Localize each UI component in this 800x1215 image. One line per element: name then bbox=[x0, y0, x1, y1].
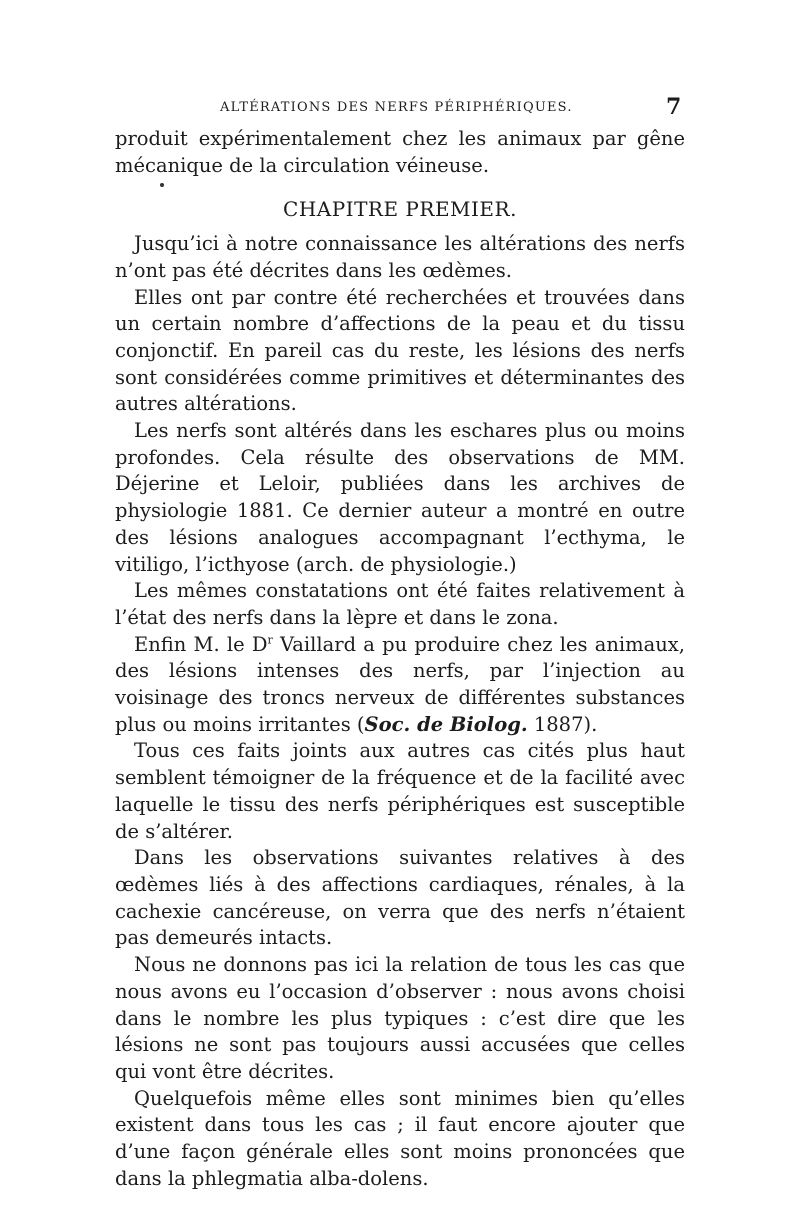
chapter-heading: CHAPITRE PREMIER. bbox=[283, 197, 517, 222]
paragraph-5-part-3: 1887). bbox=[527, 712, 598, 736]
paragraph-8: Nous ne donnons pas ici la relation de tous les cas que nous avons eu l’occasion d’observer : nous avons choisi dans le nombre les plus typiques : c’est dire que les lésions ne sont pas toujours aussi accusées que celles qui vont être décrites. bbox=[115, 953, 685, 1083]
paragraph-2: Elles ont par contre été recherchées et trouvées dans un certain nombre d’affections de la peau et du tissu conjonctif. En pareil cas du reste, les lésions des nerfs sont considérées comme primitives et déterminantes des autres altérations. bbox=[115, 285, 685, 416]
paragraph-5 bbox=[115, 632, 685, 739]
paragraph-5-part-2: Vaillard a pu produire chez les animaux, des lésions intenses des nerfs, par l’injection au voisinage des troncs nerveux de différentes substances plus ou moins irritantes ( bbox=[115, 632, 686, 736]
doctor-superscript: r bbox=[267, 633, 273, 647]
paragraph-1: Jusqu’ici à notre connaissance les altérations des nerfs n’ont pas été décrites dans les œdèmes. bbox=[115, 232, 685, 282]
paragraph-9: Quelquefois même elles sont minimes bien qu’elles existent dans tous les cas ; il faut encore ajouter que d’une façon générale elles sont moins prononcées que dans la phlegmatia alba-dolens. bbox=[115, 1086, 685, 1190]
journal-reference: Soc. de Biolog. bbox=[364, 712, 528, 736]
paragraph-4: Les mêmes constatations ont été faites relativement à l’état des nerfs dans la lèpre et dans le zona. bbox=[115, 579, 685, 629]
paragraph-5-part-1: Enfin M. le D bbox=[134, 632, 268, 656]
page-body bbox=[115, 126, 685, 1192]
paragraph-3: Les nerfs sont altérés dans les eschares plus ou moins profondes. Cela résulte des observations de MM. Déjerine et Leloir, publiées dans les archives de physiologie 1881. Ce dernier auteur a montré en outre des lésions analogues accompagnant l’ecthyma, le vitiligo, l’icthyose (arch. de physiologie.) bbox=[115, 419, 685, 576]
page-number: 7 bbox=[666, 94, 682, 120]
running-title: ALTÉRATIONS DES NERFS PÉRIPHÉRIQUES. bbox=[220, 100, 573, 115]
paragraph-6: Tous ces faits joints aux autres cas cités plus haut semblent témoigner de la fréquence et de la facilité avec laquelle le tissu des nerfs périphériques est susceptible de s’altérer. bbox=[115, 739, 685, 843]
paragraph-7: Dans les observations suivantes relatives à des œdèmes liés à des affections cardiaques, rénales, à la cachexie cancéreuse, on verra que des nerfs n’étaient pas demeurés intacts. bbox=[115, 846, 685, 950]
intro-paragraph: produit expérimentalement chez les animaux par gêne mécanique de la circulation véineuse. bbox=[115, 127, 685, 177]
